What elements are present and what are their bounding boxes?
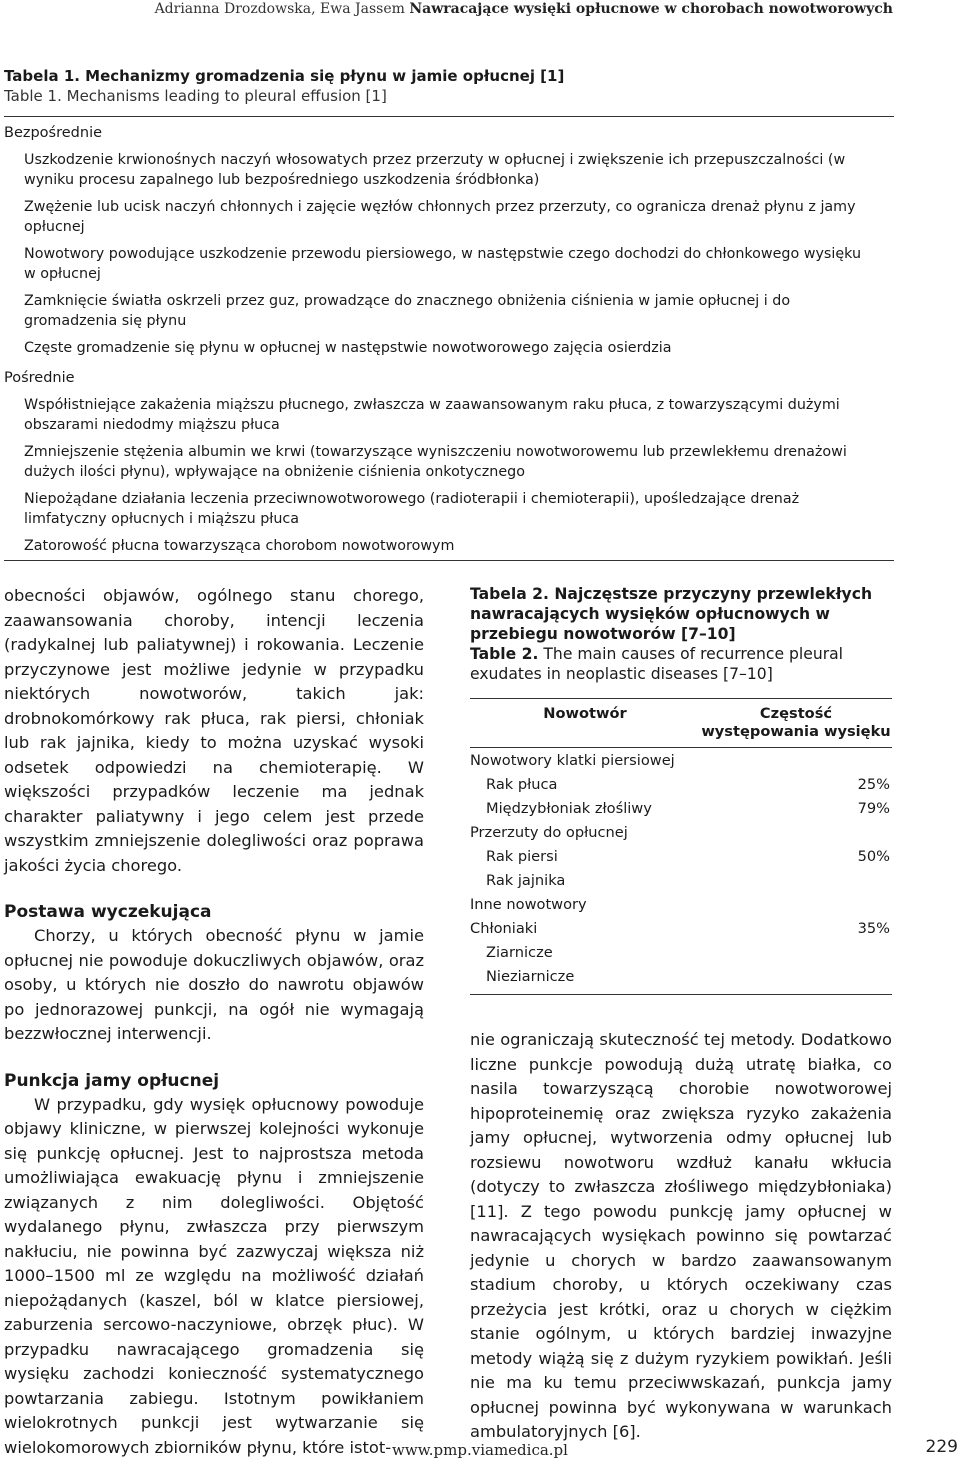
running-header: [0, 0, 893, 18]
table-1-item: Współistniejące zakażenia miąższu płucnego, zwłaszcza w zaawansowanym raku płuca, z towarzyszącymi dużymi obszarami niedodmy miąższu płuca: [24, 397, 840, 433]
section-heading: Postawa wyczekująca: [4, 902, 212, 922]
table-row: [470, 892, 892, 916]
body-paragraph: nie ograniczają skuteczność tej metody. Dodatkowo liczne punkcje powodują dużą utratę białka, co nasila towarzyszącą chorobie nowotworowej hipoproteinemię oraz zwiększa ryzyko zakażenia jamy opłucnej, wytworzenia odmy opłucnej lub rozsiewu nowotworu wzdłuż kanału wkłucia (dotyczy to zwłaszcza złośliwego międzybłoniaka) [11]. Z tego powodu punkcję jamy opłucnej w nawracających wysiękach powinno się powtarzać jedynie u chorych w bardzo zaawansowanym stadium choroby, u których oczekiwany czas przeżycia jest krótki, oraz u chorych w ciężkim stanie ogólnym, u których bardziej inwazyjne metody wiążą się z dużym ryzykiem powikłań. Jeśli nie ma ku temu przeciwwskazań, punkcja jamy opłucnej powinna być wykonywana w warunkach ambulatoryjnych [6].: [470, 1030, 892, 1441]
left-column: [4, 584, 424, 1460]
column-header: Częstość występowania wysięku: [700, 699, 892, 748]
table-1-item: Zamknięcie światła oskrzeli przez guz, prowadzące do znacznego obniżenia ciśnienia w jamie opłucnej i do gromadzenia się płynu: [24, 293, 791, 329]
table-row: [470, 748, 892, 773]
table-row: [470, 796, 892, 820]
row-label: Rak piersi: [486, 847, 558, 865]
page-number: 229: [925, 1437, 958, 1457]
row-label: Ziarnicze: [486, 943, 553, 961]
table-1-top-rule: [4, 116, 894, 117]
table-1-group-title: Pośrednie: [4, 370, 75, 386]
table-2-caption-pl: Tabela 2. Najczęstsze przyczyny przewlekłych nawracających wysięków opłucnowych w przebiegu nowotworów [7–10]: [470, 585, 873, 643]
row-label: Międzybłoniak złośliwy: [486, 799, 652, 817]
header-article-title: Nawracające wysięki opłucnowe w chorobach nowotworowych: [409, 1, 893, 17]
row-value: [700, 868, 892, 892]
row-value: [700, 892, 892, 916]
table-row: [470, 964, 892, 994]
table-row: [470, 868, 892, 892]
table-1-item: Zwężenie lub ucisk naczyń chłonnych i zajęcie węzłów chłonnych przez przerzuty, co ogranicza drenaż płynu z jamy opłucnej: [24, 199, 856, 235]
section-heading: Punkcja jamy opłucnej: [4, 1070, 220, 1091]
row-label: Nowotwory klatki piersiowej: [470, 751, 675, 769]
table-1-item: Niepożądane działania leczenia przeciwnowotworowego (radioterapii i chemioterapii), upośledzające drenaż limfatyczny opłucnych i miąższu płuca: [24, 491, 800, 527]
row-value: 25%: [857, 775, 890, 793]
table-2: [470, 584, 892, 995]
table-1-item: Częste gromadzenie się płynu w opłucnej w następstwie nowotworowego zajęcia osierdzia: [24, 340, 672, 356]
table-1-item: Nowotwory powodujące uszkodzenie przewodu piersiowego, w następstwie czego dochodzi do chłonkowego wysięku w opłucnej: [24, 246, 862, 282]
row-value: [700, 820, 892, 844]
footer-url: www.pmp.viamedica.pl: [392, 1441, 568, 1459]
table-row: [470, 940, 892, 964]
table-row: [470, 844, 892, 868]
row-label: Przerzuty do opłucnej: [470, 823, 628, 841]
column-header: Nowotwór: [470, 699, 700, 748]
row-value: [700, 964, 892, 994]
table-1-group-title: Bezpośrednie: [4, 125, 103, 141]
row-value: 79%: [857, 799, 890, 817]
table-2-grid: [470, 698, 892, 995]
header-authors: Adrianna Drozdowska, Ewa Jassem: [154, 1, 405, 17]
table-1-caption-pl: Tabela 1. Mechanizmy gromadzenia się płynu w jamie opłucnej [1]: [4, 67, 565, 85]
row-value: [700, 748, 892, 773]
table-1-bottom-rule: [4, 560, 894, 561]
row-value: [700, 940, 892, 964]
row-label: Rak płuca: [486, 775, 558, 793]
table-2-caption-en-text: The main causes of recurrence pleural exudates in neoplastic diseases [7–10]: [470, 645, 844, 683]
table-header-row: [470, 699, 892, 748]
table-2-caption: [470, 584, 892, 684]
body-paragraph: obecności objawów, ogólnego stanu chorego, zaawansowania choroby, intencji leczenia (radykalnej lub paliatywnej) i rokowania. Leczenie przyczynowe jest możliwe jedynie w przypadku niektórych nowotworów, takich jak: drobnokomórkowy rak płuca, rak piersi, chłoniak lub rak jajnika, kiedy to można uzyskać wysoki odsetek odpowiedzi na chemioterapię. W większości przypadków leczenie ma jednak charakter paliatywny i jego celem jest przede wszystkim zmniejszenie dolegliwości oraz poprawa jakości życia chorego.: [4, 586, 424, 875]
row-label: Chłoniaki: [470, 919, 538, 937]
table-1-caption: [4, 66, 894, 106]
row-label: Inne nowotwory: [470, 895, 587, 913]
row-value: 35%: [857, 919, 890, 937]
table-2-caption-en-label: Table 2.: [470, 645, 539, 663]
table-1-item: Zmniejszenie stężenia albumin we krwi (towarzyszące wyniszczeniu nowotworowemu lub przewlekłemu drenażowi dużych ilości płynu), wpływające na obniżenie ciśnienia onkotycznego: [24, 444, 847, 480]
table-2-caption-en: [470, 644, 892, 684]
table-row: [470, 772, 892, 796]
table-1-caption-en: Table 1. Mechanisms leading to pleural effusion [1]: [4, 87, 387, 105]
body-paragraph: W przypadku, gdy wysięk opłucnowy powoduje objawy kliniczne, w pierwszej kolejności wykonuje się punkcję opłucnej. Jest to najprostsza metoda umożliwiająca ewakuację płynu i zmniejszenie związanych z nim dolegliwości. Objętość wydalanego płynu, zwłaszcza przy pierwszym nakłuciu, nie powinna być zazwyczaj większa niż 1000–1500 ml ze względu na możliwość działań niepożądanych (kaszel, ból w klatce piersiowej, zaburzenia sercowo-naczyniowe, obrzęk płuc). W przypadku nawracającego gromadzenia się wysięku zachodzi konieczność systematycznego powtarzania zabiegu. Istotnym powikłaniem wielokrotnych punkcji jest wytwarzanie się wielokomorowych zbiorników płynu, które istot-: [4, 1094, 424, 1457]
table-row: [470, 916, 892, 940]
table-1: [4, 66, 894, 561]
table-1-item: Zatorowość płucna towarzysząca chorobom nowotworowym: [24, 538, 455, 554]
table-row: [470, 820, 892, 844]
table-1-item: Uszkodzenie krwionośnych naczyń włosowatych przez przerzuty w opłucnej i zwiększenie ich przepuszczalności (w wyniku procesu zapalnego lub bezpośredniego uszkodzenia śródbłonka): [24, 152, 846, 188]
row-label: Nieziarnicze: [470, 964, 700, 994]
row-label: Rak jajnika: [486, 871, 566, 889]
row-value: 50%: [857, 847, 890, 865]
body-paragraph: Chorzy, u których obecność płynu w jamie opłucnej nie powoduje dokuczliwych objawów, oraz osoby, u których nie doszło do nawrotu objawów po jednorazowej punkcji, na ogół nie wymagają bezzwłocznej interwencji.: [4, 926, 424, 1043]
